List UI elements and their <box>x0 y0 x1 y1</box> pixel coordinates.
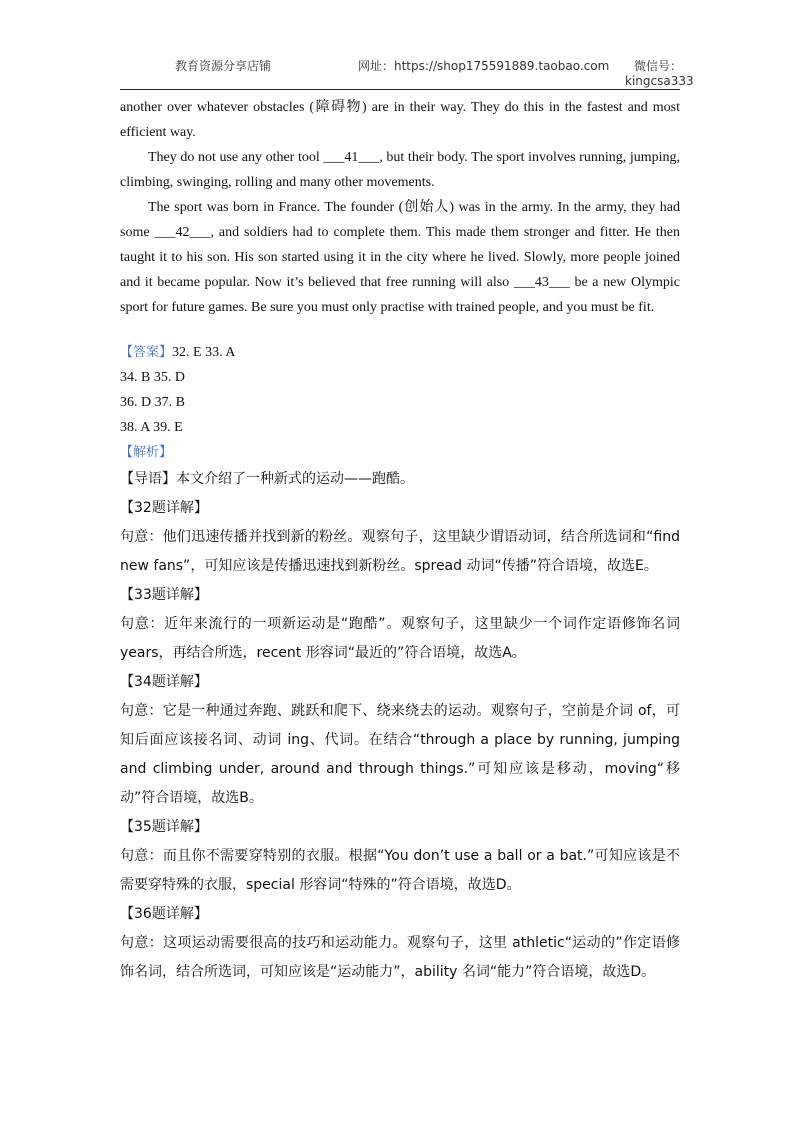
answer-line-1 <box>120 340 680 365</box>
analysis-tag-line <box>120 440 680 465</box>
answer-line-4: 38. A 39. E <box>120 420 183 435</box>
analysis-heading-34: 【34题详解】 <box>120 674 208 690</box>
analysis-body-35: 句意：而且你不需要穿特别的衣服。根据“You don’t use a ball or a bat.”可知应该是不需要穿特殊的衣服，special 形容词“特殊的”符合语境，故选D。 <box>120 848 680 893</box>
analysis-body-32: 句意：他们迅速传播并找到新的粉丝。观察句子，这里缺少谓语动词，结合所选词和“find new fans”，可知应该是传播迅速找到新粉丝。spread 动词“传播”符合语境，故选E。 <box>120 529 680 574</box>
answer-line-3: 36. D 37. B <box>120 395 185 410</box>
analysis-tag: 【解析】 <box>120 445 173 460</box>
analysis-body-36: 句意：这项运动需要很高的技巧和运动能力。观察句子，这里 athletic“运动的”作定语修饰名词，结合所选词，可知应该是“运动能力”，ability 名词“能力”符合语境，故选D。 <box>120 935 680 980</box>
analysis-heading-32: 【32题详解】 <box>120 500 208 516</box>
analysis-body-33: 句意：近年来流行的一项新运动是“跑酷”。观察句子，这里缺少一个词作定语修饰名词years，再结合所选，recent 形容词“最近的”符合语境，故选A。 <box>120 616 680 661</box>
header-url: 网址：https://shop175591889.taobao.com <box>358 59 610 73</box>
header-wechat-label: 微信号： <box>634 59 683 73</box>
answer-section <box>120 340 680 465</box>
passage-paragraph-1: another over whatever obstacles (障碍物) are in their way. They do this in the fastest and most efficient way. <box>120 100 680 140</box>
header-divider <box>120 89 680 90</box>
answer-tag: 【答案】 <box>120 345 173 360</box>
header-shop-name: 教育资源分享店铺 <box>175 59 272 73</box>
answer-line-2: 34. B 35. D <box>120 370 185 385</box>
document-body <box>120 95 680 987</box>
passage-paragraph-3: The sport was born in France. The founder (创始人) was in the army. In the army, they had some ___42___, and soldiers had to complete them. This made them stronger and fitter. He then taught it to his son. His son started using it in the city where he lived. Slowly, more people joined and it became popular. Now it’s believed that free running will also ___43___ be a new Olympic sport for future games. Be sure you must only practise with trained people, and you must be fit. <box>120 200 680 315</box>
header-wechat-id: kingcsa333 <box>625 74 694 88</box>
page-header <box>0 0 800 92</box>
analysis-heading-33: 【33题详解】 <box>120 587 208 603</box>
analysis-heading-36: 【36题详解】 <box>120 906 208 922</box>
analysis-heading-35: 【35题详解】 <box>120 819 208 835</box>
analysis-body-34: 句意：它是一种通过奔跑、跳跃和爬下、绕来绕去的运动。观察句子，空前是介词 of，可知后面应该接名词、动词 ing、代词。在结合“through a place by running, jumping and climbing under, around and through things.”可知应该是移动，moving“移动”符合语境，故选B。 <box>120 703 680 806</box>
analysis-section <box>120 465 680 987</box>
passage-paragraph-2: They do not use any other tool ___41___, but their body. The sport involves running, jumping, climbing, swinging, rolling and many other movements. <box>120 150 680 190</box>
analysis-intro: 【导语】本文介绍了一种新式的运动——跑酷。 <box>120 471 414 487</box>
answer-values-1: 32. E 33. A <box>172 345 236 360</box>
